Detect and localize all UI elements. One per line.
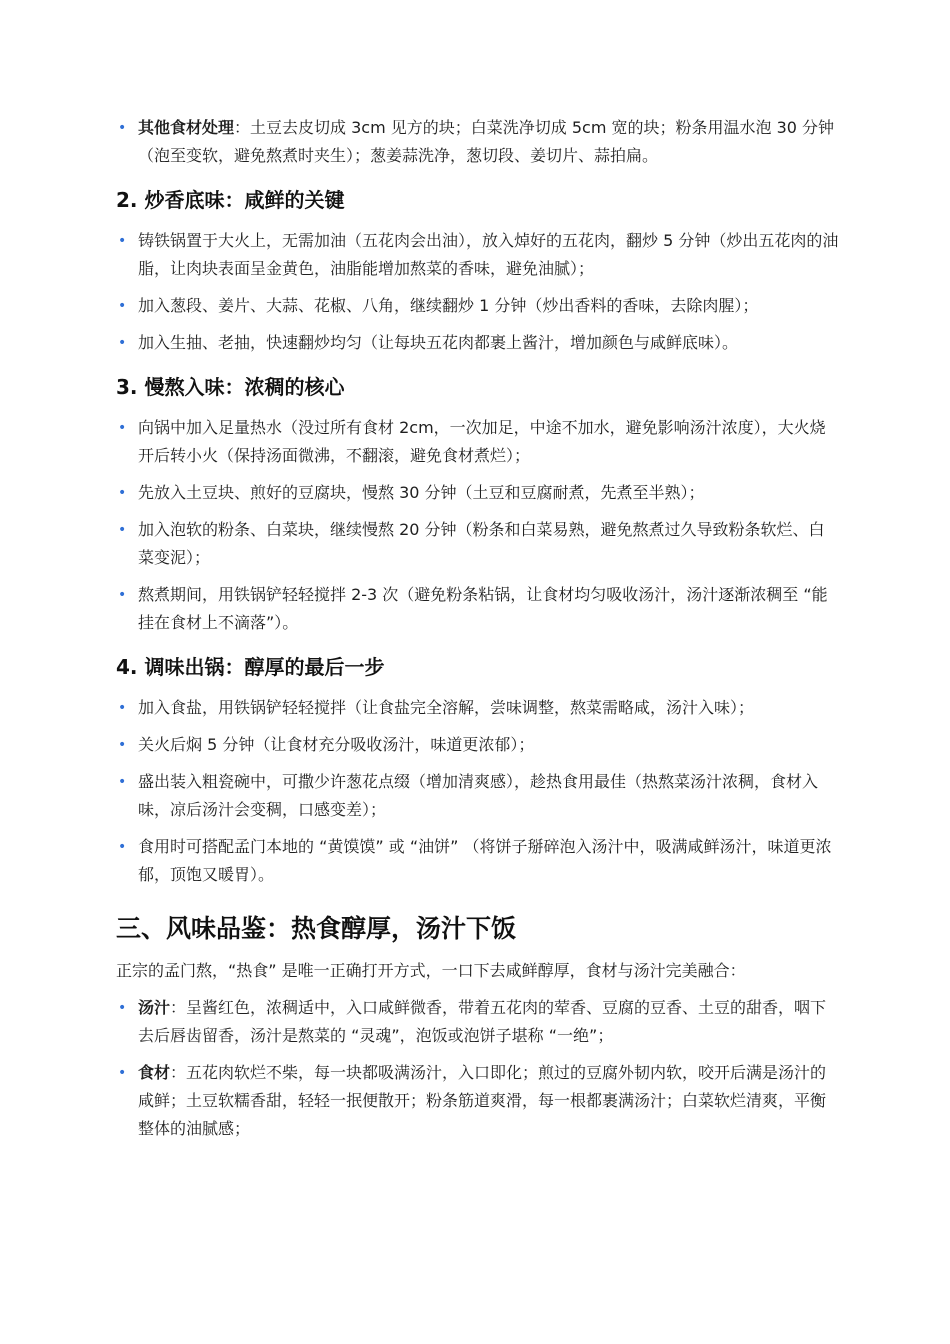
item-text: 向锅中加入足量热水（没过所有食材 2cm，一次加足，中途不加水，避免影响汤汁浓度），大火烧开后转小火（保持汤面微沸，不翻滚，避免食材煮烂）； — [138, 418, 826, 465]
step2-list — [116, 227, 840, 357]
list-item — [116, 292, 840, 320]
item-text: 铸铁锅置于大火上，无需加油（五花肉会出油），放入焯好的五花肉，翻炒 5 分钟（炒出五花肉的油脂，让肉块表面呈金黄色，油脂能增加熬菜的香味，避免油腻）； — [138, 231, 839, 278]
bullet-icon: • — [118, 298, 127, 314]
ingredient-prep-list — [116, 114, 840, 170]
list-item — [116, 833, 840, 889]
item-text: 盛出装入粗瓷碗中，可撒少许葱花点缀（增加清爽感），趁热食用最佳（热熬菜汤汁浓稠，食材入味，凉后汤汁会变稠，口感变差）； — [138, 772, 819, 819]
item-text: 加入泡软的粉条、白菜块，继续慢熬 20 分钟（粉条和白菜易熟，避免熬煮过久导致粉条软烂、白菜变泥）； — [138, 520, 825, 567]
bullet-icon: • — [118, 485, 127, 501]
item-label: 食材 — [138, 1063, 171, 1082]
list-item — [116, 414, 840, 470]
bullet-icon: • — [118, 839, 127, 855]
item-text: 熬煮期间，用铁锅铲轻轻搅拌 2-3 次（避免粉条粘锅，让食材均匀吸收汤汁，汤汁逐渐浓稠至 “能挂在食材上不滴落”）。 — [138, 585, 828, 632]
bullet-icon: • — [118, 120, 127, 136]
bullet-icon: • — [118, 1065, 127, 1081]
bullet-icon: • — [118, 700, 127, 716]
list-item — [116, 479, 840, 507]
step3-heading: 3. 慢熬入味：浓稠的核心 — [116, 375, 345, 399]
bullet-icon: • — [118, 587, 127, 603]
bullet-icon: • — [118, 774, 127, 790]
bullet-icon: • — [118, 1000, 127, 1016]
item-text: 加入食盐，用铁锅铲轻轻搅拌（让食盐完全溶解，尝味调整，熬菜需略咸，汤汁入味）； — [138, 698, 755, 717]
item-text: 加入葱段、姜片、大蒜、花椒、八角，继续翻炒 1 分钟（炒出香料的香味，去除肉腥）； — [138, 296, 759, 315]
section3-heading: 三、风味品鉴：热食醇厚，汤汁下饭 — [116, 914, 517, 943]
item-text: 先放入土豆块、煎好的豆腐块，慢熬 30 分钟（土豆和豆腐耐煮，先煮至半熟）； — [138, 483, 705, 502]
step4-heading: 4. 调味出锅：醇厚的最后一步 — [116, 655, 385, 679]
item-text: 土豆去皮切成 3cm 见方的块；白菜洗净切成 5cm 宽的块；粉条用温水泡 30 分钟（泡至变软，避免熬煮时夹生）；葱姜蒜洗净，葱切段、姜切片、蒜拍扁。 — [138, 118, 835, 165]
list-item — [116, 516, 840, 572]
bullet-icon: • — [118, 335, 127, 351]
bullet-icon: • — [118, 737, 127, 753]
item-separator: ： — [170, 1063, 187, 1082]
item-text: 呈酱红色，浓稠适中，入口咸鲜微香，带着五花肉的荤香、豆腐的豆香、土豆的甜香，咽下去后唇齿留香，汤汁是熬菜的 “灵魂”，泡饭或泡饼子堪称 “一绝”； — [138, 998, 827, 1045]
list-item — [116, 227, 840, 283]
list-item — [116, 581, 840, 637]
item-text: 五花肉软烂不柴，每一块都吸满汤汁，入口即化；煎过的豆腐外韧内软，咬开后满是汤汁的咸鲜；土豆软糯香甜，轻轻一抿便散开；粉条筋道爽滑，每一根都裹满汤汁；白菜软烂清爽，平衡整体的油腻感； — [138, 1063, 827, 1138]
list-item — [116, 694, 840, 722]
bullet-icon: • — [118, 420, 127, 436]
item-label: 汤汁 — [138, 998, 171, 1017]
bullet-icon: • — [118, 522, 127, 538]
step2-heading: 2. 炒香底味：咸鲜的关键 — [116, 188, 345, 212]
list-item — [116, 731, 840, 759]
list-item — [116, 1059, 840, 1143]
list-item — [116, 329, 840, 357]
step4-list — [116, 694, 840, 889]
item-text: 加入生抽、老抽，快速翻炒均匀（让每块五花肉都裹上酱汁，增加颜色与咸鲜底味）。 — [138, 333, 739, 352]
flavor-list — [116, 994, 840, 1143]
list-item — [116, 114, 840, 170]
list-item — [116, 768, 840, 824]
item-separator: ： — [234, 118, 251, 137]
section3-intro: 正宗的孟门熬，“热食” 是唯一正确打开方式，一口下去咸鲜醇厚，食材与汤汁完美融合： — [116, 961, 746, 980]
item-label: 其他食材处理 — [138, 118, 235, 137]
bullet-icon: • — [118, 233, 127, 249]
list-item — [116, 994, 840, 1050]
item-text: 食用时可搭配孟门本地的 “黄馍馍” 或 “油饼” （将饼子掰碎泡入汤汁中，吸满咸鲜汤汁，味道更浓郁，顶饱又暖胃）。 — [138, 837, 832, 884]
step3-list — [116, 414, 840, 637]
item-separator: ： — [170, 998, 187, 1017]
item-text: 关火后焖 5 分钟（让食材充分吸收汤汁，味道更浓郁）； — [138, 735, 535, 754]
